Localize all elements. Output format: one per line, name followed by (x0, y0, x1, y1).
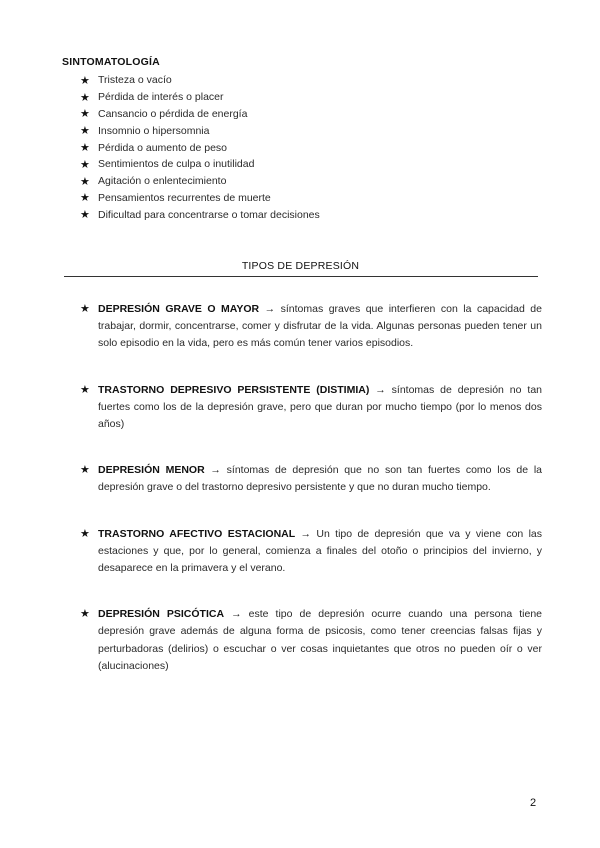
type-name: DEPRESIÓN MENOR (98, 464, 205, 477)
star-icon: ★ (80, 608, 90, 621)
type-description: síntomas graves que interfieren con la capacidad de trabajar, dormir, concentrarse, comer y disfrutar de la vida. Algunas personas pueden tener un solo episodio en la vida, pero es más común tener varios episodios. (98, 303, 542, 350)
arrow-icon: → (210, 464, 221, 477)
symptom-list (80, 72, 320, 223)
section-divider (64, 276, 538, 277)
symptom-text: Pensamientos recurrentes de muerte (98, 191, 271, 204)
type-name: DEPRESIÓN GRAVE O MAYOR (98, 303, 260, 315)
symptom-text: Pérdida o aumento de peso (98, 141, 228, 154)
list-item (80, 139, 320, 156)
type-description: este tipo de depresión ocurre cuando una persona tiene depresión grave además de alguna forma de psicosis, como tener creencias falsas fijas y perturbadoras (delirios) o escuchar o ver cosas inquietantes que otros no pueden oír o ver (alucinaciones) (98, 608, 542, 672)
list-item (80, 190, 320, 207)
type-paragraph (98, 606, 542, 675)
page-number: 2 (530, 797, 537, 809)
star-icon: ★ (80, 74, 90, 87)
depression-types-list (80, 301, 542, 704)
symptom-text: Agitación o enlentecimiento (98, 175, 227, 188)
type-name: DEPRESIÓN PSICÓTICA (98, 608, 225, 621)
star-icon: ★ (80, 108, 90, 121)
list-item (80, 462, 542, 496)
star-icon: ★ (80, 209, 90, 222)
type-name: TRASTORNO AFECTIVO ESTACIONAL (98, 527, 296, 540)
star-icon: ★ (80, 192, 90, 205)
star-icon: ★ (80, 142, 90, 155)
arrow-icon: → (231, 608, 242, 621)
star-icon: ★ (80, 125, 90, 138)
symptom-text: Sentimientos de culpa o inutilidad (98, 158, 255, 171)
star-icon: ★ (80, 303, 90, 315)
star-icon: ★ (80, 527, 90, 540)
list-item (80, 301, 542, 353)
type-description: Un tipo de depresión que va y viene con las estaciones y que, por lo general, comienza a finales del otoño o principios del invierno, y desaparece en la primavera y el verano. (98, 527, 543, 575)
type-paragraph (98, 301, 542, 353)
list-item (80, 606, 542, 675)
symptom-text: Insomnio o hipersomnia (98, 124, 210, 137)
symptoms-heading: SINTOMATOLOGÍA (62, 56, 160, 68)
symptom-text: Pérdida de interés o placer (98, 91, 224, 104)
type-name: TRASTORNO DEPRESIVO PERSISTENTE (DISTIMIA) (98, 383, 370, 396)
arrow-icon: → (264, 303, 276, 315)
list-item (80, 72, 320, 89)
list-item (80, 156, 320, 173)
star-icon: ★ (80, 158, 90, 171)
type-paragraph (98, 382, 542, 434)
arrow-icon: → (300, 527, 312, 540)
star-icon: ★ (80, 464, 90, 477)
list-item (80, 122, 320, 139)
star-icon: ★ (80, 91, 90, 104)
list-item (80, 173, 320, 190)
types-heading: TIPOS DE DEPRESIÓN (241, 260, 360, 272)
symptom-text: Cansancio o pérdida de energía (98, 107, 248, 120)
list-item (80, 206, 320, 223)
symptom-text: Dificultad para concentrarse o tomar decisiones (98, 208, 320, 221)
list-item (80, 89, 320, 106)
type-description: síntomas de depresión no tan fuertes como los de la depresión grave, pero que duran por mucho tiempo (por lo menos dos años) (98, 383, 542, 431)
list-item (80, 526, 542, 578)
symptom-text: Tristeza o vacío (98, 74, 172, 87)
star-icon: ★ (80, 383, 90, 396)
type-description: síntomas de depresión que no son tan fuertes como los de la depresión grave o del trastorno depresivo persistente y que no duran mucho tiempo. (98, 464, 542, 494)
list-item (80, 106, 320, 123)
list-item (80, 382, 542, 434)
type-paragraph (98, 526, 542, 578)
star-icon: ★ (80, 175, 90, 188)
type-paragraph (98, 462, 542, 496)
arrow-icon: → (375, 383, 386, 396)
